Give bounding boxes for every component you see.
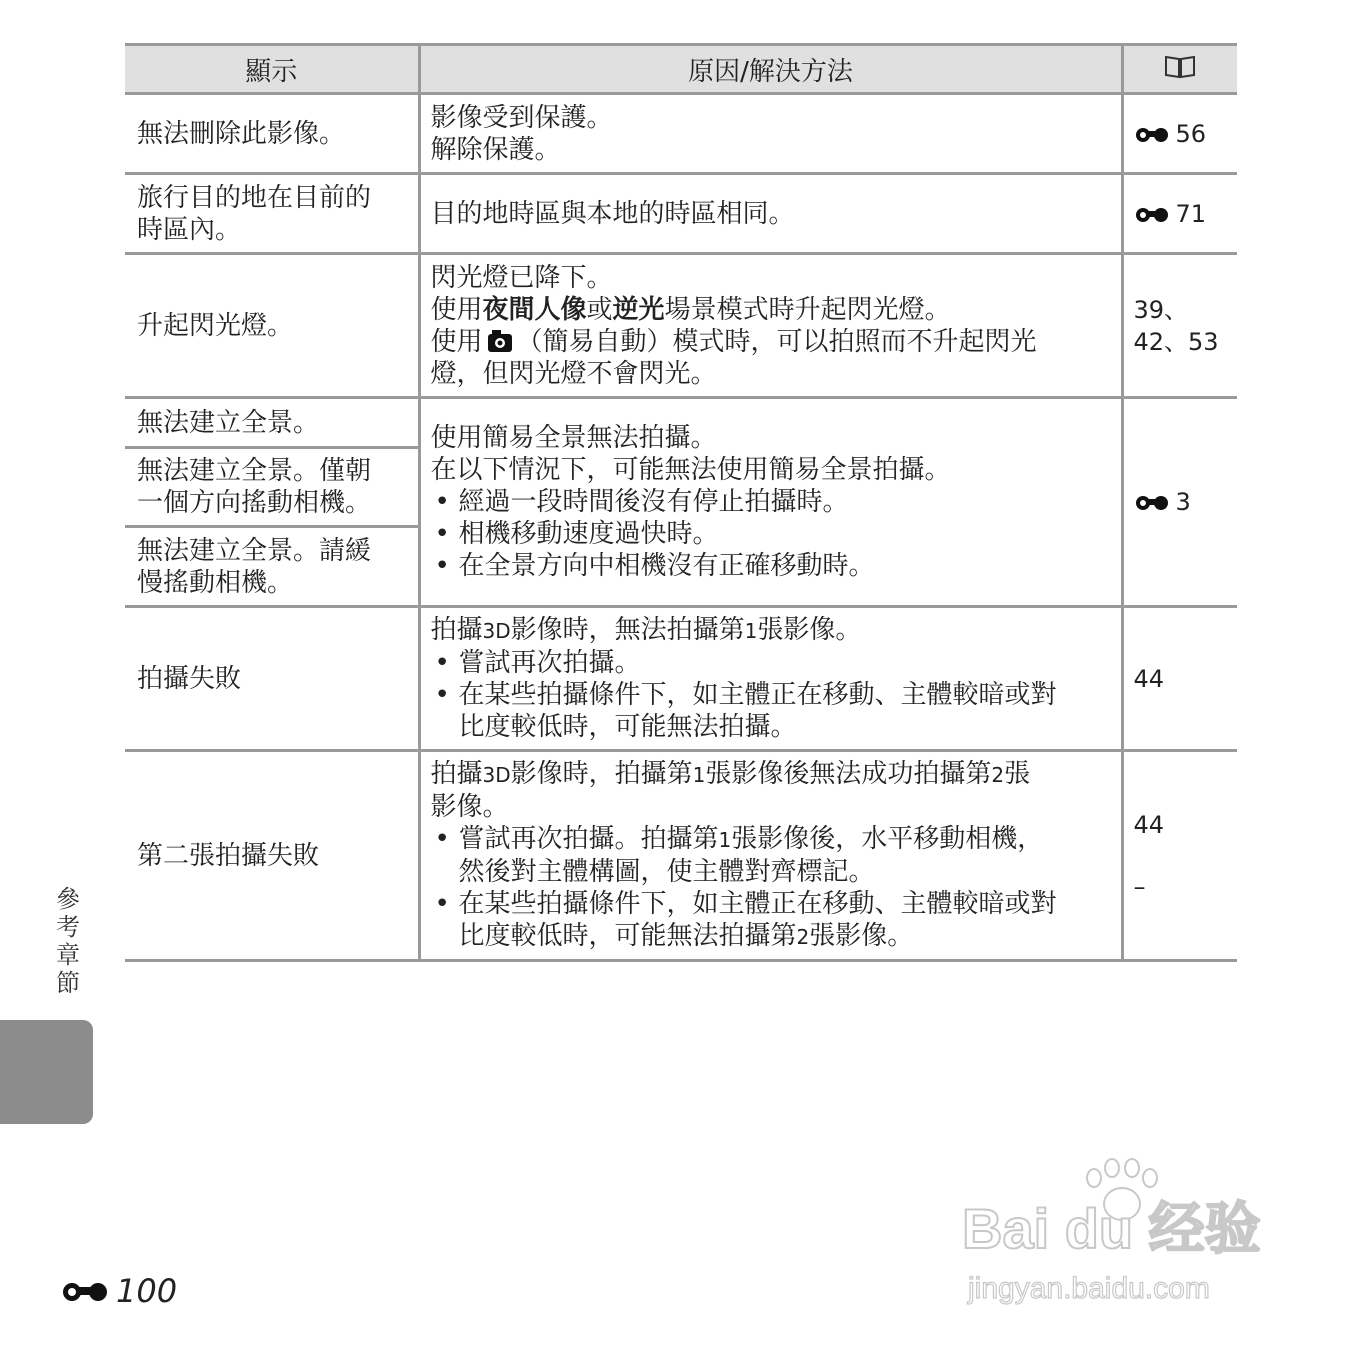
binoculars-ref-icon [1134, 205, 1174, 223]
message-cell: 無法刪除此影像。 [125, 94, 419, 174]
table-row [125, 254, 1237, 398]
cause-cell: 目的地時區與本地的時區相同。 [419, 174, 1122, 254]
list-item: • 在某些拍攝條件下，如主體正在移動、主體較暗或對 比度較低時，可能無法拍攝。 [431, 679, 1111, 743]
reference-cell: 56 [1122, 94, 1237, 174]
reference-cell: 44 [1122, 607, 1237, 751]
book-icon [1163, 53, 1197, 86]
header-reference [1122, 45, 1237, 94]
table-header-row [125, 45, 1237, 94]
easy-auto-camera-icon [487, 329, 513, 353]
section-tab [0, 1020, 93, 1124]
list-item: • 嘗試再次拍攝。 [431, 647, 1111, 679]
message-cell: 第二張拍攝失敗 [125, 751, 419, 961]
message-cell: 升起閃光燈。 [125, 254, 419, 398]
reference-cell: 71 [1122, 174, 1237, 254]
watermark-logo: Bai du 经验 [962, 1197, 1261, 1260]
cause-cell: 影像受到保護。 解除保護。 [419, 94, 1122, 174]
list-item: • 相機移動速度過快時。 [431, 518, 1111, 550]
table-row [125, 398, 1237, 448]
page-number: 100 [60, 1272, 177, 1310]
cause-cell: 閃光燈已降下。 使用夜間人像或逆光場景模式時升起閃光燈。 使用 （簡易自動）模式時，可以拍照而不升起閃光 燈，但閃光燈不會閃光。 [419, 254, 1122, 398]
message-cell: 無法建立全景。 [125, 398, 419, 448]
baidu-watermark [962, 1158, 1282, 1308]
message-cell: 無法建立全景。請緩 慢搖動相機。 [125, 527, 419, 607]
list-item: • 嘗試再次拍攝。拍攝第1張影像後，水平移動相機， 然後對主體構圖，使主體對齊標記。 [431, 823, 1111, 888]
watermark-url: jingyan.baidu.com [968, 1272, 1210, 1305]
troubleshooting-table [125, 43, 1237, 962]
message-cell: 旅行目的地在目前的 時區內。 [125, 174, 419, 254]
table-row [125, 94, 1237, 174]
list-item: • 在某些拍攝條件下，如主體正在移動、主體較暗或對 比度較低時，可能無法拍攝第2張影像。 [431, 888, 1111, 953]
header-display: 顯示 [125, 45, 419, 94]
cause-cell: 拍攝3D影像時，無法拍攝第1張影像。 • 嘗試再次拍攝。 • 在某些拍攝條件下，如主體正在移動、主體較暗或對 比度較低時，可能無法拍攝。 [419, 607, 1122, 751]
section-side-label: 參 考 章 節 [56, 885, 80, 997]
message-cell: 拍攝失敗 [125, 607, 419, 751]
binoculars-ref-icon [1134, 493, 1174, 511]
list-item: • 經過一段時間後沒有停止拍攝時。 [431, 486, 1111, 518]
message-cell: 無法建立全景。僅朝 一個方向搖動相機。 [125, 448, 419, 527]
reference-cell: 44 – [1122, 751, 1237, 961]
table-row [125, 174, 1237, 254]
list-item: • 在全景方向中相機沒有正確移動時。 [431, 550, 1111, 582]
header-cause: 原因/解決方法 [419, 45, 1122, 94]
cause-cell: 使用簡易全景無法拍攝。 在以下情況下，可能無法使用簡易全景拍攝。 • 經過一段時間後沒有停止拍攝時。 • 相機移動速度過快時。 • 在全景方向中相機沒有正確移動時。 [419, 398, 1122, 607]
reference-cell: 3 [1122, 398, 1237, 607]
table-row [125, 607, 1237, 751]
cause-cell: 拍攝3D影像時，拍攝第1張影像後無法成功拍攝第2張 影像。 • 嘗試再次拍攝。拍攝第1張影像後，水平移動相機， 然後對主體構圖，使主體對齊標記。 • 在某些拍攝條件下，如主體正在移動、主體較暗或對 比度較低時，可能無法拍攝第2張影像。 [419, 751, 1122, 961]
table-row [125, 751, 1237, 961]
binoculars-ref-icon [60, 1280, 112, 1302]
reference-cell: 39、 42、53 [1122, 254, 1237, 398]
binoculars-ref-icon [1134, 125, 1174, 143]
